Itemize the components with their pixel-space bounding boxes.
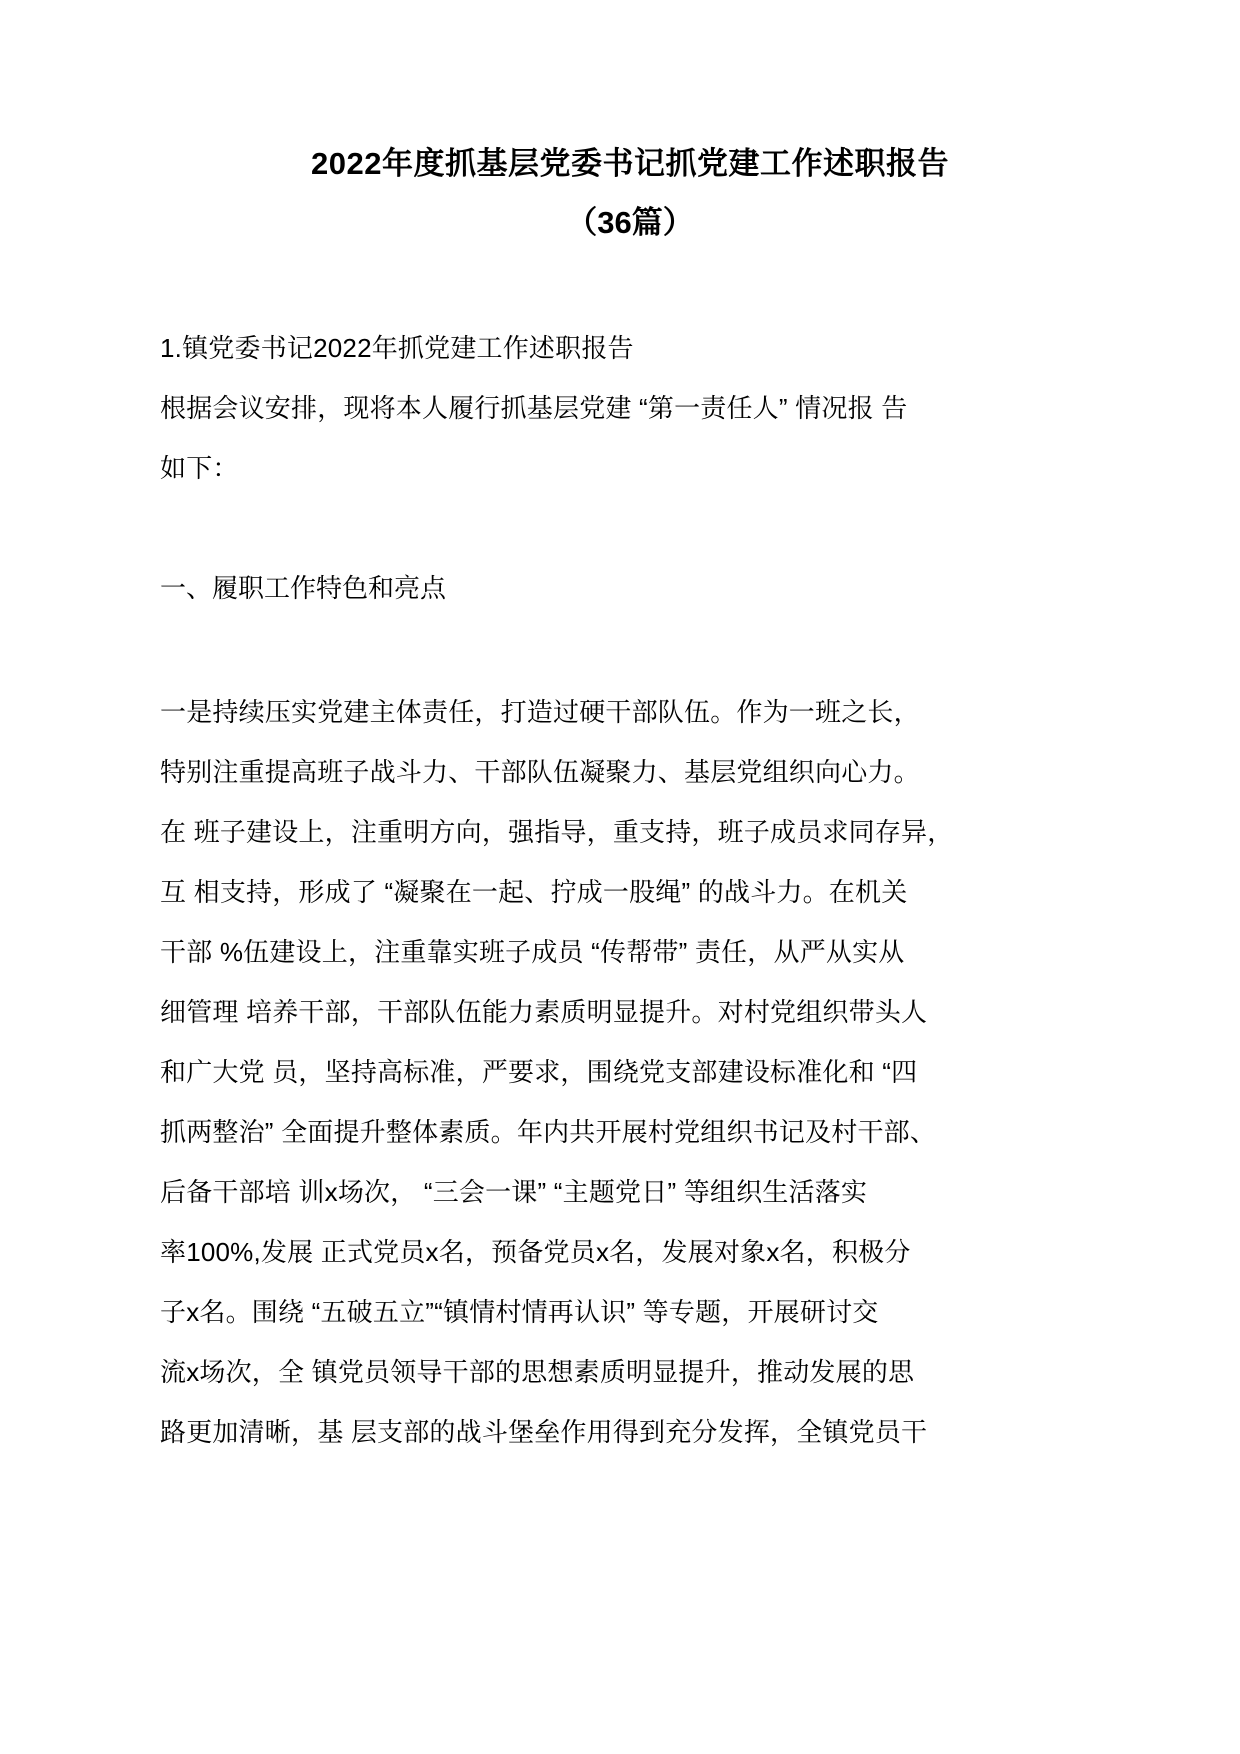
body-line: 在 班子建设上，注重明方向，强指导，重支持，班子成员求同存异， [160, 817, 954, 847]
spacer [160, 618, 1100, 682]
body-line: 路更加清晰，基 层支部的战斗堡垒作用得到充分发挥，全镇党员干 [160, 1417, 928, 1447]
body-line: 后备干部培 训x场次， “三会一课” “主题党日” 等组织生活落实 [160, 1177, 868, 1207]
body-line: 一是持续压实党建主体责任，打造过硬干部队伍。作为一班之长， [160, 697, 920, 727]
body-line: 抓两整治” 全面提升整体素质。年内共开展村党组织书记及村干部、 [160, 1117, 937, 1147]
intro-line: 根据会议安排，现将本人履行抓基层党建 “第一责任人” 情况报 告 [160, 393, 908, 423]
body-line: 特别注重提高班子战斗力、干部队伍凝聚力、基层党组织向心力。 [160, 757, 920, 787]
spacer [160, 296, 1100, 318]
section-heading: 一、履职工作特色和亮点 [160, 573, 447, 603]
body-line: 率100%,发展 正式党员x名，预备党员x名，发展对象x名，积极分 [160, 1237, 911, 1267]
body-line: 子x名。围绕 “五破五立”“镇情村情再认识” 等专题，开展研讨交 [160, 1297, 879, 1327]
body-line: 流x场次，全 镇党员领导干部的思想素质明显提升，推动发展的思 [160, 1357, 915, 1387]
document-content [160, 0, 1100, 1462]
body-line: 互 相支持，形成了 “凝聚在一起、拧成一股绳” 的战斗力。在机关 [160, 877, 908, 907]
spacer [160, 498, 1100, 558]
body-line: 细管理 培养干部，干部队伍能力素质明显提升。对村党组织带头人 [160, 997, 928, 1027]
document-body [160, 296, 1100, 1462]
report-item-heading: 1.镇党委书记2022年抓党建工作述职报告 [160, 333, 634, 363]
document-subtitle: （36篇） [566, 205, 694, 240]
body-line: 干部 %伍建设上，注重靠实班子成员 “传帮带” 责任，从严从实从 [160, 937, 905, 967]
page-title: 2022年度抓基层党委书记抓党建工作述职报告 [311, 146, 949, 181]
intro-line: 如下： [160, 453, 239, 483]
body-line: 和广大党 员，坚持高标准，严要求，围绕党支部建设标准化和 “四 [160, 1057, 918, 1087]
